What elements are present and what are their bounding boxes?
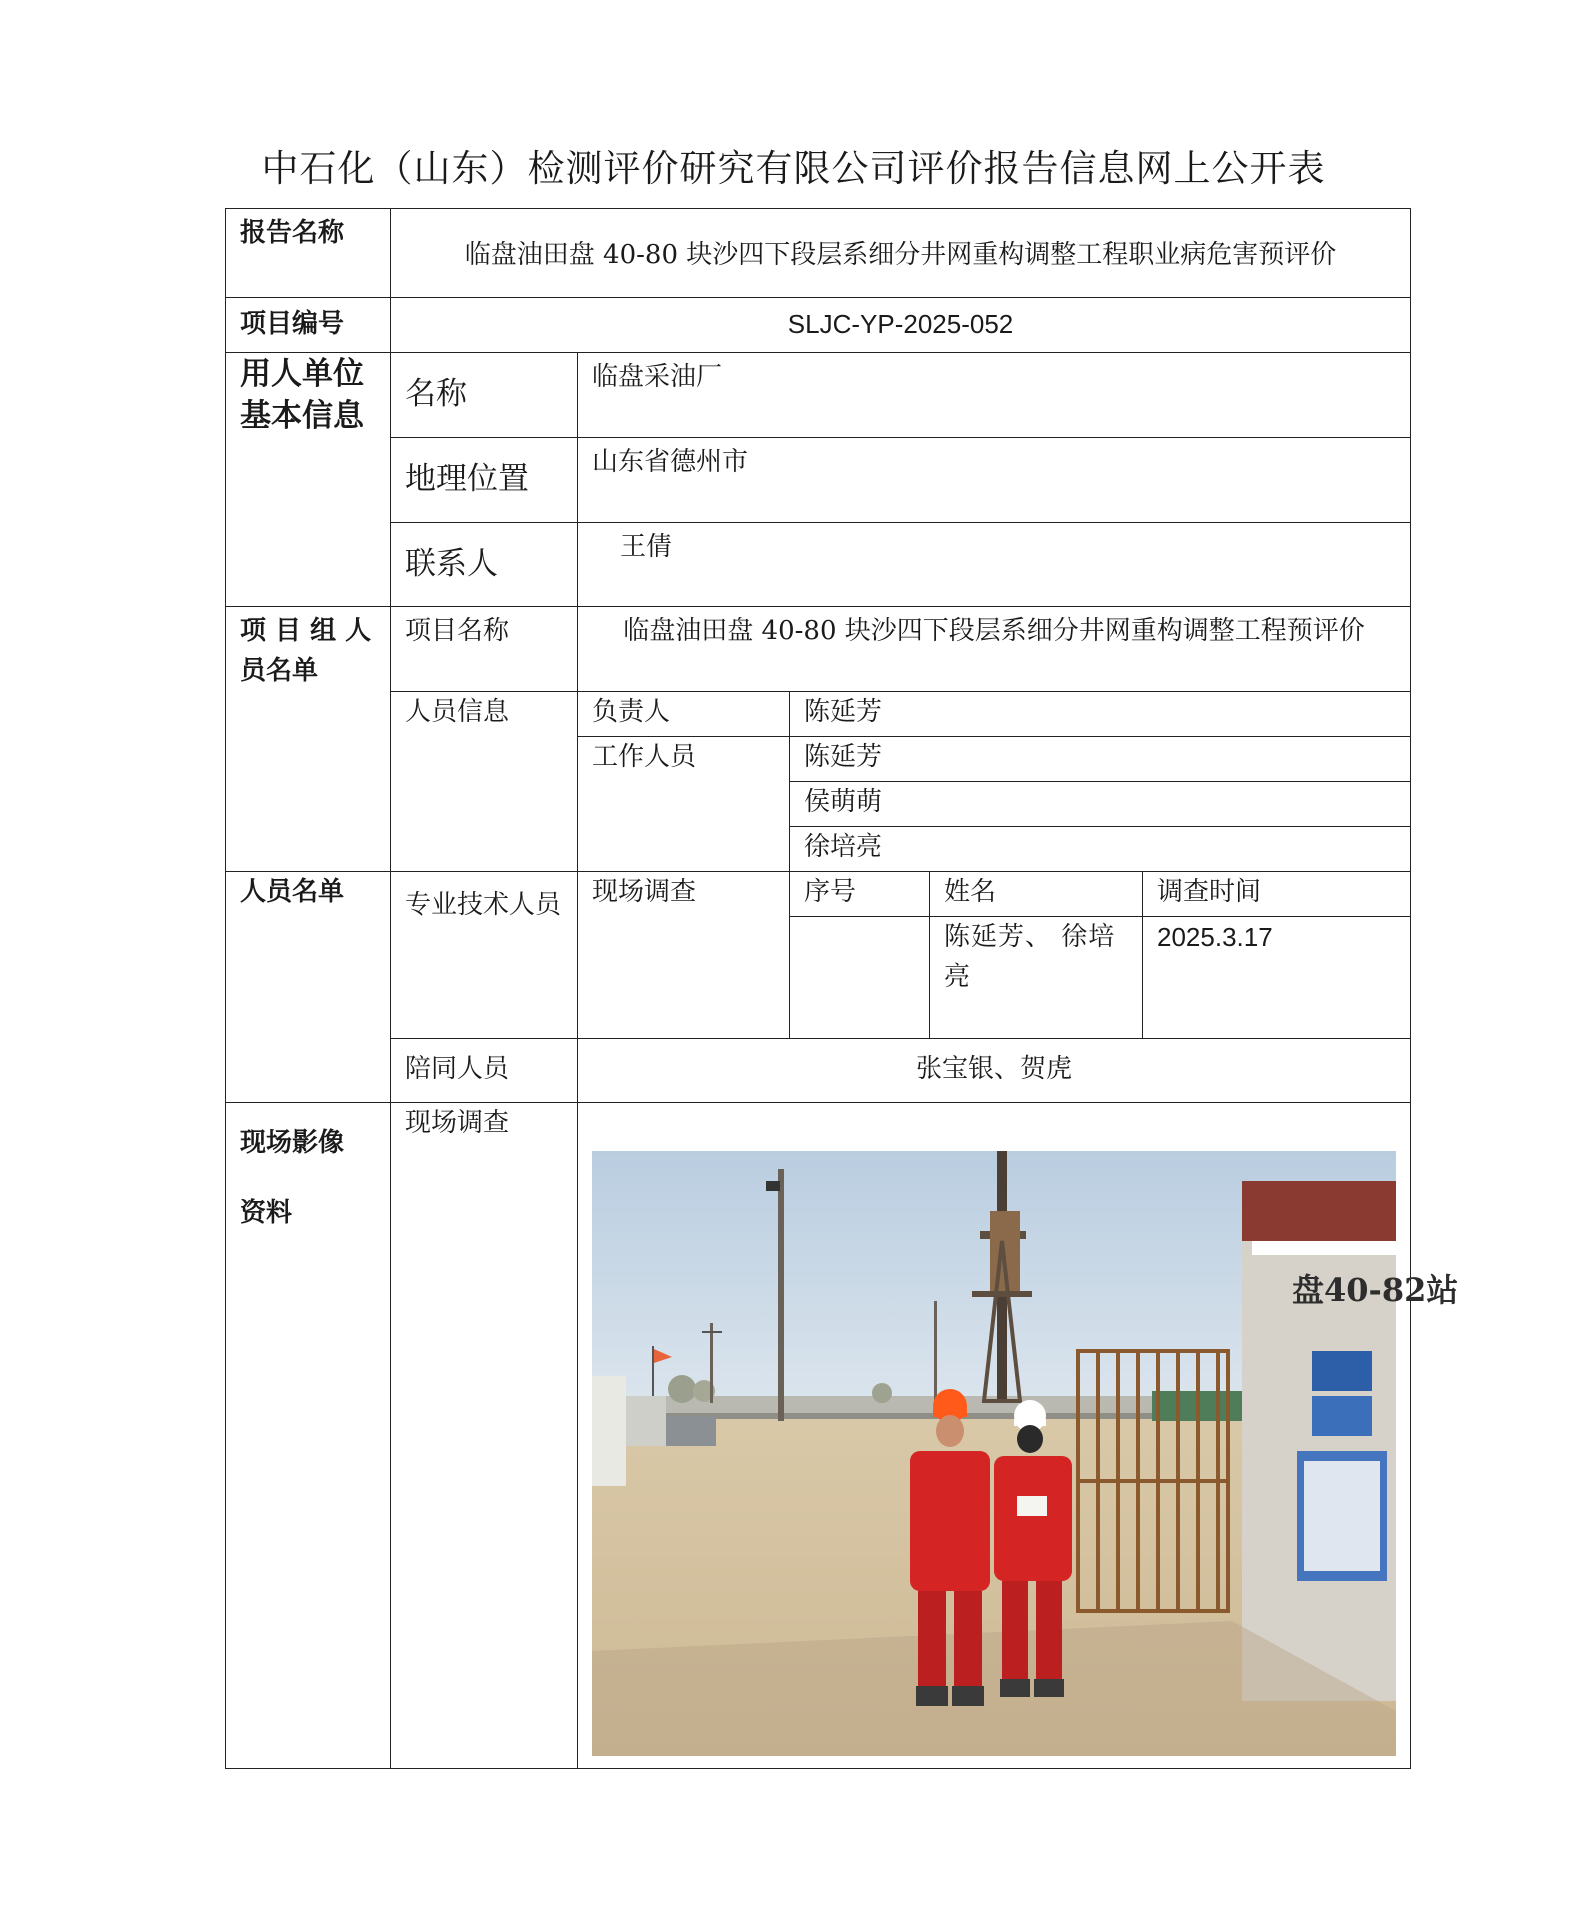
report-name-label: 报告名称 [226, 209, 391, 298]
employer-location-label: 地理位置 [391, 438, 578, 523]
personnel-label: 人员信息 [391, 692, 578, 872]
staff-item: 侯萌萌 [790, 782, 1411, 827]
employer-contact-label: 联系人 [391, 523, 578, 607]
lead-label: 负责人 [578, 692, 790, 737]
images-survey-label: 现场调查 [391, 1103, 578, 1769]
employer-contact-value: 王倩 [578, 523, 1411, 607]
row-time: 2025.3.17 [1143, 917, 1411, 1039]
employer-location-value: 山东省德州市 [578, 438, 1411, 523]
row-names: 陈延芳、 徐培亮 [930, 917, 1143, 1039]
images-label-line1: 现场影像 [240, 1128, 345, 1158]
team-label: 项 目 组 人员名单 [226, 607, 391, 872]
page-title: 中石化（山东）检测评价研究有限公司评价报告信息网上公开表 [261, 147, 1326, 190]
lead-value: 陈延芳 [790, 692, 1411, 737]
staff-item: 陈延芳 [790, 737, 1411, 782]
project-no-label: 项目编号 [226, 298, 391, 353]
team-project-name-value: 临盘油田盘 40-80 块沙四下段层系细分井网重构调整工程预评价 [578, 607, 1411, 692]
col-time-header: 调查时间 [1143, 872, 1411, 917]
team-project-name-label: 项目名称 [391, 607, 578, 692]
companion-label: 陪同人员 [391, 1039, 578, 1103]
employer-name-value: 临盘采油厂 [578, 353, 1411, 438]
disclosure-table [225, 208, 1459, 1769]
staff-label: 工作人员 [578, 737, 790, 872]
report-name-text: 临盘油田盘 40-80 块沙四下段层系细分井网重构调整工程职业病危害预评价 [464, 240, 1337, 270]
pillar-sign: 盘40-82站 [1292, 1271, 1459, 1309]
site-photo [592, 1151, 1459, 1756]
employer-label: 用人单位基本信息 [226, 353, 391, 607]
tech-staff-label: 专业技术人员 [391, 872, 578, 1039]
photo-cell [578, 1103, 1459, 1769]
col-seq-header: 序号 [790, 872, 930, 917]
project-no-value: SLJC-YP-2025-052 [391, 298, 1411, 353]
employer-name-label: 名称 [391, 353, 578, 438]
images-label [226, 1103, 391, 1769]
row-seq [790, 917, 930, 1039]
report-name-value [391, 209, 1411, 298]
survey-label: 现场调查 [578, 872, 790, 1039]
staff-item: 徐培亮 [790, 827, 1411, 872]
roster-label: 人员名单 [226, 872, 391, 1103]
images-label-line2: 资料 [240, 1198, 293, 1228]
col-name-header: 姓名 [930, 872, 1143, 917]
companion-value: 张宝银、贺虎 [578, 1039, 1411, 1103]
